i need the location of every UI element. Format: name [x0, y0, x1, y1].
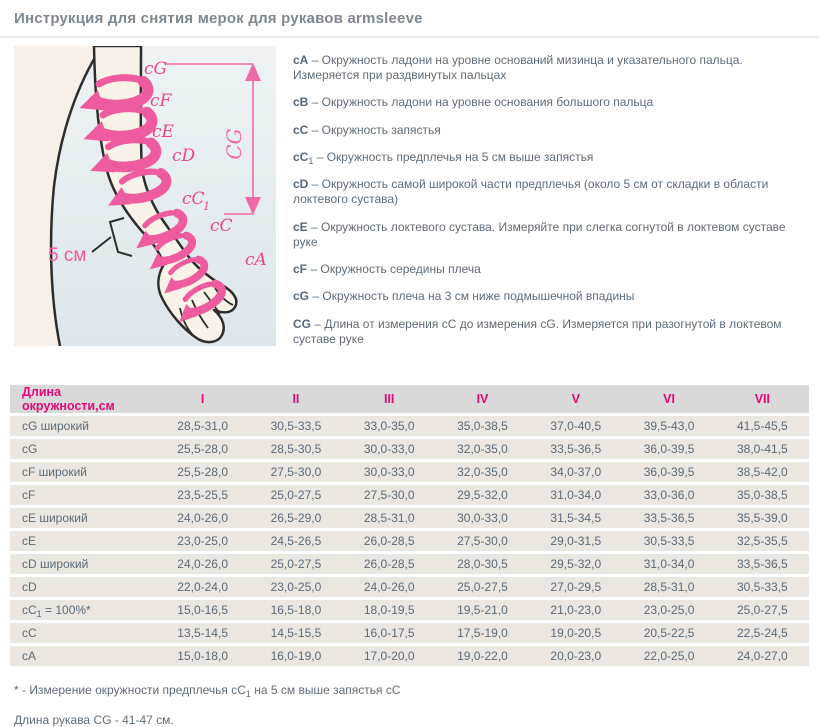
size-cell: 24,0-26,0 [156, 508, 249, 528]
measurement-text: – Окружность ладони на уровне основания большого пальца [308, 95, 654, 110]
col-header-size-VI: VI [622, 385, 715, 413]
size-cell: 35,0-38,5 [436, 416, 529, 436]
row-label: cF широкий [10, 462, 156, 482]
row-label: cG широкий [10, 416, 156, 436]
measurement-description [293, 262, 807, 277]
figure-label-cF: cF [150, 91, 172, 111]
col-header-size-II: II [249, 385, 342, 413]
size-cell: 30,0-33,0 [343, 439, 436, 459]
size-cell: 14,5-15,5 [249, 623, 342, 643]
size-cell: 33,0-35,0 [343, 416, 436, 436]
figure-label-cG: cG [144, 59, 168, 79]
size-cell: 38,5-42,0 [716, 462, 809, 482]
size-cell: 26,0-28,5 [343, 554, 436, 574]
table-row [10, 508, 809, 528]
size-cell: 35,0-38,5 [716, 485, 809, 505]
size-cell: 16,5-18,0 [249, 600, 342, 620]
size-cell: 23,0-25,0 [156, 531, 249, 551]
table-row [10, 600, 809, 620]
size-cell: 26,0-28,5 [343, 531, 436, 551]
measurement-code: cD [293, 177, 309, 192]
divider [0, 36, 819, 38]
size-table-header-row [10, 385, 809, 413]
size-cell: 34,0-37,0 [529, 462, 622, 482]
size-cell: 25,0-27,5 [716, 600, 809, 620]
size-cell: 27,5-30,0 [249, 462, 342, 482]
table-row [10, 623, 809, 643]
size-cell: 19,5-21,0 [436, 600, 529, 620]
size-cell: 28,5-31,0 [343, 508, 436, 528]
measurement-text: – Окружность запястья [308, 122, 441, 137]
figure-label-CG-length: CG [222, 128, 246, 160]
figure-label-cC1: cC [182, 189, 205, 209]
measurement-descriptions [276, 46, 807, 359]
size-cell: 31,0-34,0 [529, 485, 622, 505]
instruction-section [14, 46, 819, 359]
size-cell: 25,5-28,0 [156, 462, 249, 482]
measurement-text: – Окружность ладони на уровне оснований мизинца и указательного пальца. Измеряется при раздвинутых пальцах [293, 53, 743, 83]
size-cell: 21,0-23,0 [529, 600, 622, 620]
size-cell: 22,0-25,0 [622, 646, 715, 666]
size-cell: 36,0-39,5 [622, 462, 715, 482]
size-cell: 27,0-29,5 [529, 577, 622, 597]
size-cell: 20,0-23,0 [529, 646, 622, 666]
row-label: cE широкий [10, 508, 156, 528]
size-cell: 32,0-35,0 [436, 439, 529, 459]
col-header-size-VII: VII [716, 385, 809, 413]
table-row [10, 485, 809, 505]
figure-label-cA: cA [245, 250, 267, 270]
measurement-description [293, 53, 807, 83]
size-cell: 16,0-19,0 [249, 646, 342, 666]
size-cell: 28,5-31,0 [156, 416, 249, 436]
size-cell: 31,5-34,5 [529, 508, 622, 528]
table-row [10, 416, 809, 436]
size-cell: 31,0-34,0 [622, 554, 715, 574]
figure-label-cD: cD [172, 146, 196, 166]
measurement-text: – Длина от измерения cC до измерения cG. Измеряется при разогнутой в локтевом суставе руке [293, 316, 782, 346]
size-cell: 15,0-18,0 [156, 646, 249, 666]
size-cell: 16,0-17,5 [343, 623, 436, 643]
size-cell: 23,0-25,0 [249, 577, 342, 597]
arm-diagram-svg [14, 46, 276, 346]
measurement-code: cA [293, 53, 309, 67]
measurement-code: CG [293, 316, 311, 331]
footnote-asterisk-post: на 5 см выше запястья cC [250, 683, 401, 698]
figure-label-cE: cE [152, 122, 174, 142]
table-row [10, 646, 809, 666]
size-cell: 30,0-33,0 [436, 508, 529, 528]
measurement-description [293, 123, 807, 138]
measurement-text: – Окружность середины плеча [307, 262, 481, 277]
measurement-text: – Окружность плеча на 3 см ниже подмышечной впадины [309, 289, 635, 304]
size-cell: 28,5-31,0 [622, 577, 715, 597]
size-cell: 20,5-22,5 [622, 623, 715, 643]
footnote-asterisk [14, 683, 805, 700]
size-cell: 24,0-26,0 [156, 554, 249, 574]
figure-label-cC: cC [210, 216, 233, 236]
figure-label-5cm: 5 см [48, 245, 87, 266]
size-cell: 28,0-30,5 [436, 554, 529, 574]
size-cell: 18,0-19,5 [343, 600, 436, 620]
figure-label-cC1-sub: 1 [203, 200, 210, 213]
row-label: $cC_1 = 100\%*$ [10, 600, 156, 620]
row-label: cA [10, 646, 156, 666]
row-label: cC [10, 623, 156, 643]
size-cell: 26,5-29,0 [249, 508, 342, 528]
table-row [10, 554, 809, 574]
size-cell: 24,5-26,5 [249, 531, 342, 551]
table-row [10, 531, 809, 551]
measurement-code: cE [293, 219, 308, 234]
size-cell: 37,0-40,5 [529, 416, 622, 436]
footnote-asterisk-pre: * - Измерение окружности предплечья cC [14, 683, 246, 698]
row-label: cE [10, 531, 156, 551]
size-cell: 19,0-20,5 [529, 623, 622, 643]
arm-measurement-illustration [14, 46, 276, 346]
size-cell: 24,0-27,0 [716, 646, 809, 666]
col-header-size-V: V [529, 385, 622, 413]
footnote-asterisk-sub: 1 [245, 689, 251, 700]
row-label: cF [10, 485, 156, 505]
size-cell: 28,5-30,5 [249, 439, 342, 459]
size-cell: 23,0-25,0 [622, 600, 715, 620]
measurement-code: cF [293, 262, 308, 277]
size-cell: 39,5-43,0 [622, 416, 715, 436]
size-cell: 25,0-27,5 [249, 554, 342, 574]
size-cell: 41,5-45,5 [716, 416, 809, 436]
size-cell: 17,5-19,0 [436, 623, 529, 643]
size-cell: 25,0-27,5 [436, 577, 529, 597]
measurement-code: cB [293, 95, 309, 110]
measurement-code: cG [293, 289, 310, 304]
size-cell: 29,5-32,0 [529, 554, 622, 574]
size-cell: 22,0-24,0 [156, 577, 249, 597]
size-cell: 27,5-30,0 [436, 531, 529, 551]
size-cell: 29,0-31,5 [529, 531, 622, 551]
col-header-size-III: III [343, 385, 436, 413]
measurement-description [293, 150, 807, 165]
measurement-text: – Окружность предплечья на 5 см выше запястья [313, 149, 594, 164]
size-cell: 35,5-39,0 [716, 508, 809, 528]
size-cell: 25,5-28,0 [156, 439, 249, 459]
size-cell: 30,5-33,5 [249, 416, 342, 436]
row-label: cD [10, 577, 156, 597]
size-cell: 15,0-16,5 [156, 600, 249, 620]
measurement-description [293, 289, 807, 304]
measurement-description [293, 220, 807, 250]
size-cell: 32,5-35,5 [716, 531, 809, 551]
size-table-body [10, 416, 809, 666]
size-cell: 13,5-14,5 [156, 623, 249, 643]
col-header-size-IV: IV [436, 385, 529, 413]
size-cell: 33,5-36,5 [622, 508, 715, 528]
size-cell: 24,0-26,0 [343, 577, 436, 597]
measurement-description [293, 177, 807, 207]
col-header-label: Длина окружности,см [10, 385, 156, 413]
table-row [10, 439, 809, 459]
size-cell: 33,5-36,5 [529, 439, 622, 459]
size-cell: 29,5-32,0 [436, 485, 529, 505]
row-label: cD широкий [10, 554, 156, 574]
size-cell: 23,5-25,5 [156, 485, 249, 505]
size-cell: 30,0-33,0 [343, 462, 436, 482]
size-table [10, 382, 809, 669]
measurement-code: cC [293, 122, 309, 137]
size-cell: 33,0-36,0 [622, 485, 715, 505]
measurement-code-sub: 1 [308, 155, 314, 166]
col-header-size-I: I [156, 385, 249, 413]
size-cell: 32,0-35,0 [436, 462, 529, 482]
size-cell: 27,5-30,0 [343, 485, 436, 505]
measurement-text: – Окружность самой широкой части предплечья (около 5 см от складки в области локтевого сустава) [293, 177, 769, 207]
size-cell: 36,0-39,5 [622, 439, 715, 459]
size-cell: 22,5-24,5 [716, 623, 809, 643]
size-cell: 30,5-33,5 [716, 577, 809, 597]
page-title: Инструкция для снятия мерок для рукавов armsleeve [14, 10, 423, 27]
size-cell: 17,0-20,0 [343, 646, 436, 666]
table-row [10, 577, 809, 597]
measurement-code: cC [293, 149, 309, 164]
row-label: cG [10, 439, 156, 459]
sleeve-length-note: Длина рукава CG - 41-47 см. [14, 713, 174, 727]
measurement-text: – Окружность локтевого сустава. Измеряйте при слегка согнутой в локтевом суставе руке [293, 219, 786, 249]
size-cell: 19,0-22,0 [436, 646, 529, 666]
measurement-description [293, 317, 807, 347]
measurement-description [293, 95, 807, 110]
size-cell: 33,5-36,5 [716, 554, 809, 574]
size-cell: 38,0-41,5 [716, 439, 809, 459]
size-cell: 25,0-27,5 [249, 485, 342, 505]
table-row [10, 462, 809, 482]
size-cell: 30,5-33,5 [622, 531, 715, 551]
